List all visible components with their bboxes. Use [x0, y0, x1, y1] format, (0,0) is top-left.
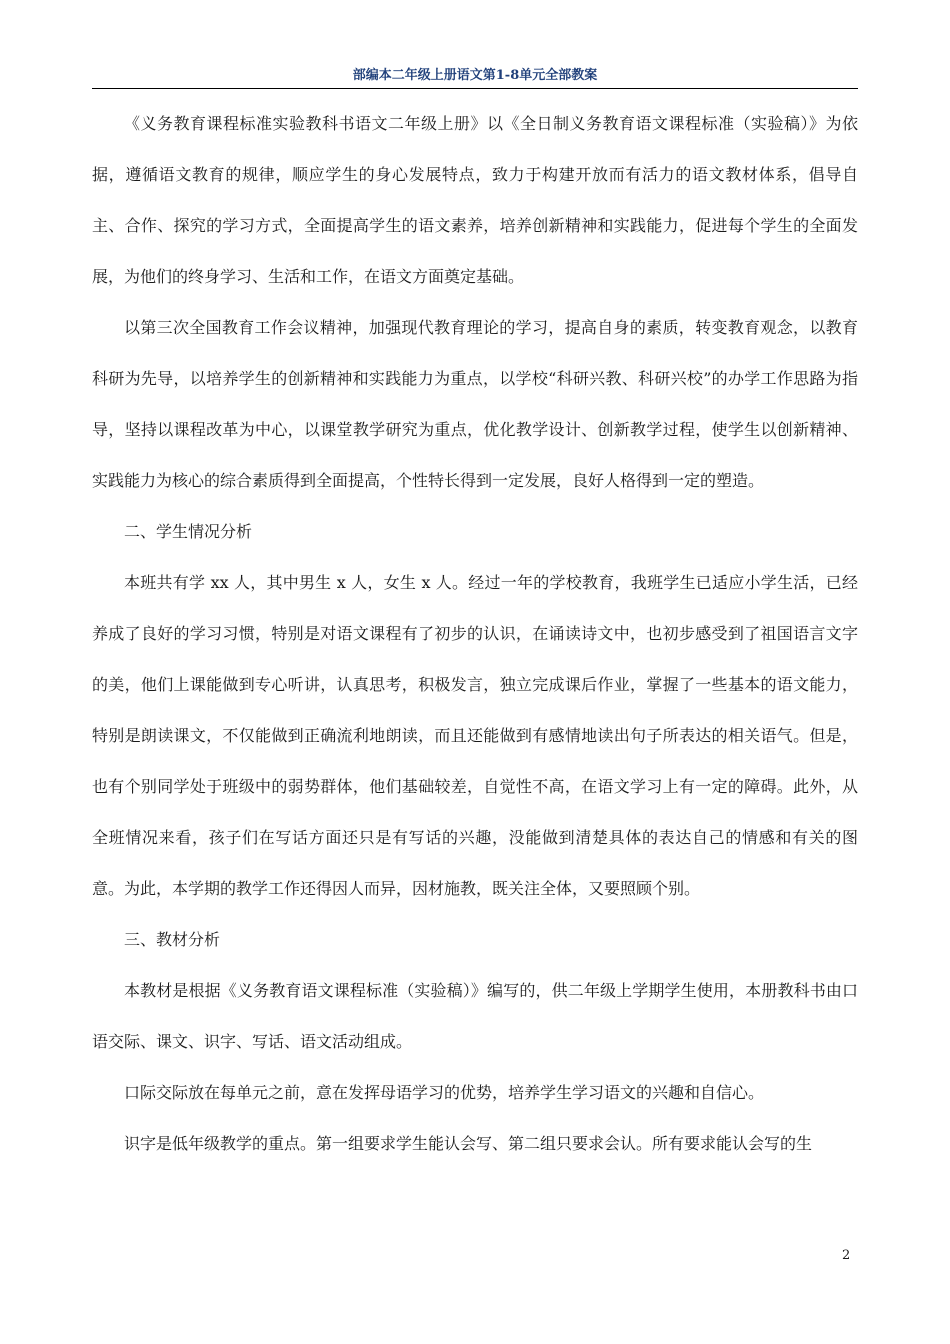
page-header: [92, 66, 858, 89]
document-title: 部编本二年级上册语文第1-8单元全部教案: [352, 68, 598, 83]
section-heading-textbook-analysis: 三、教材分析: [124, 930, 221, 949]
page-number: 2: [842, 1248, 851, 1263]
paragraph-oral-communication: 口际交际放在每单元之前，意在发挥母语学习的优势，培养学生学习语文的兴趣和自信心。: [124, 1083, 765, 1102]
paragraph-guiding-ideas: 以第三次全国教育工作会议精神，加强现代教育理论的学习，提高自身的素质，转变教育观念，以教育科研为先导，以培养学生的创新精神和实践能力为重点，以学校“科研兴教、科研兴校”的办学工作思路为指导，坚持以课程改革为中心，以课堂教学研究为重点，优化教学设计、创新教学过程，使学生以创新精神、实践能力为核心的综合素质得到全面提高，个性特长得到一定发展，良好人格得到一定的塑造。: [92, 318, 858, 490]
section-heading-student-analysis: 二、学生情况分析: [124, 522, 253, 541]
paragraph-textbook-basis: 本教材是根据《义务教育语文课程标准（实验稿）》编写的，供二年级上学期学生使用，本册教科书由口语交际、课文、识字、写话、语文活动组成。: [92, 981, 858, 1051]
paragraph-student-analysis: 本班共有学 xx 人，其中男生 x 人，女生 x 人。经过一年的学校教育，我班学生已适应小学生活，已经养成了良好的学习习惯，特别是对语文课程有了初步的认识，在诵读诗文中，也初步感受到了祖国语言文字的美，他们上课能做到专心听讲，认真思考，积极发言，独立完成课后作业，掌握了一些基本的语文能力，特别是朗读课文，不仅能做到正确流利地朗读，而且还能做到有感情地读出句子所表达的相关语气。但是，也有个别同学处于班级中的弱势群体，他们基础较差，自觉性不高，在语文学习上有一定的障碍。此外，从全班情况来看，孩子们在写话方面还只是有写话的兴趣，没能做到清楚具体的表达自己的情感和有关的图意。为此，本学期的教学工作还得因人而异，因材施教，既关注全体，又要照顾个别。: [92, 573, 858, 898]
paragraph-literacy-focus: 识字是低年级教学的重点。第一组要求学生能认会写、第二组只要求会认。所有要求能认会写的生: [124, 1134, 813, 1153]
paragraph-intro: 《义务教育课程标准实验教科书语文二年级上册》以《全日制义务教育语文课程标准（实验稿）》为依据，遵循语文教育的规律，顺应学生的身心发展特点，致力于构建开放而有活力的语文教材体系，倡导自主、合作、探究的学习方式，全面提高学生的语文素养，培养创新精神和实践能力，促进每个学生的全面发展，为他们的终身学习、生活和工作，在语文方面奠定基础。: [92, 114, 858, 286]
document-body: [92, 98, 858, 1169]
